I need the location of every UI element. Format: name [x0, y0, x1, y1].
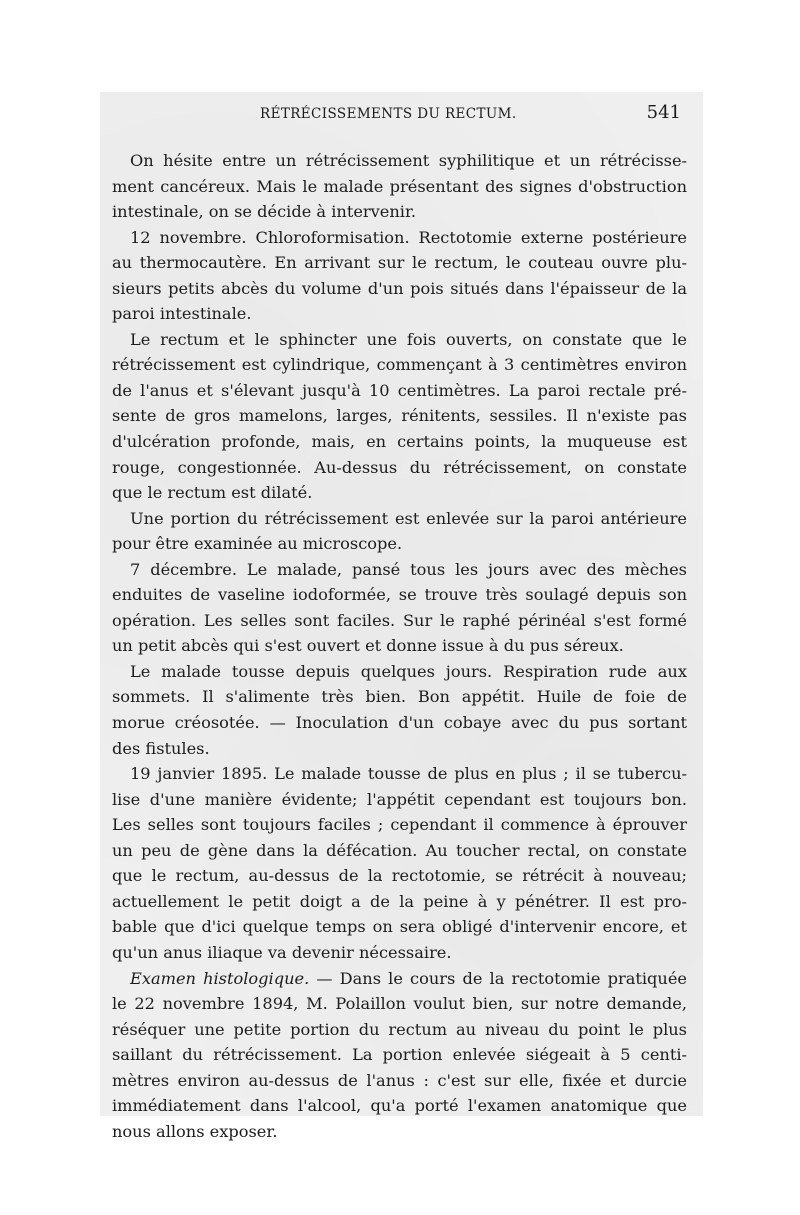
text-line: morue créosotée. — Inoculation d'un cobaye avec du pus sortant	[112, 713, 687, 733]
text-line: sieurs petits abcès du volume d'un pois situés dans l'épaisseur de la	[112, 278, 687, 298]
text-line: saillant du rétrécissement. La portion enlevée siégeait à 5 centi-	[112, 1045, 687, 1065]
text-line: un petit abcès qui s'est ouvert et donne issue à du pus séreux.	[112, 636, 624, 656]
book-page	[100, 92, 703, 1141]
italic-heading: Examen histologique.	[130, 968, 310, 988]
body-text	[112, 148, 687, 1144]
text-line: mètres environ au-dessus de l'anus : c'est sur elle, fixée et durcie	[112, 1070, 687, 1090]
text-line: le 22 novembre 1894, M. Polaillon voulut bien, sur notre demande,	[112, 994, 687, 1014]
text-line: réséquer une petite portion du rectum au niveau du point le plus	[112, 1019, 687, 1039]
text-line: opération. Les selles sont faciles. Sur le raphé périnéal s'est formé	[112, 610, 687, 630]
running-head: RÉTRÉCISSEMENTS DU RECTUM.	[260, 106, 517, 122]
text-line: 19 janvier 1895. Le malade tousse de plus en plus ; il se tubercu-	[130, 764, 687, 784]
text-line: bable que d'ici quelque temps on sera obligé d'intervenir encore, et	[112, 917, 687, 937]
text-line: actuellement le petit doigt a de la peine à y pénétrer. Il est pro-	[112, 891, 687, 911]
text-line-with-italic-lead: Examen histologique. — Dans le cours de la rectotomie pratiquée	[130, 968, 687, 988]
text-line: de l'anus et s'élevant jusqu'à 10 centimètres. La paroi rectale pré-	[112, 380, 687, 400]
text-line: Le malade tousse depuis quelques jours. Respiration rude aux	[130, 661, 687, 681]
text-line: immédiatement dans l'alcool, qu'a porté l'examen anatomique que	[112, 1096, 687, 1116]
text-line: intestinale, on se décide à intervenir.	[112, 202, 417, 222]
text-line: sommets. Il s'alimente très bien. Bon appétit. Huile de foie de	[112, 687, 687, 707]
text-line: On hésite entre un rétrécissement syphilitique et un rétrécisse-	[130, 151, 687, 170]
text-line: d'ulcération profonde, mais, en certains points, la muqueuse est	[112, 432, 687, 452]
text-line: 12 novembre. Chloroformisation. Rectotomie externe postérieure	[130, 227, 687, 247]
text-line: que le rectum est dilaté.	[112, 483, 313, 503]
text-line: que le rectum, au-dessus de la rectotomie, se rétrécit à nouveau;	[112, 866, 687, 886]
text-line: rouge, congestionnée. Au-dessus du rétrécissement, on constate	[112, 457, 687, 477]
text-line: des fistules.	[112, 738, 210, 758]
text-line: au thermocautère. En arrivant sur le rectum, le couteau ouvre plu-	[112, 253, 687, 273]
text-line: qu'un anus iliaque va devenir nécessaire.	[112, 942, 452, 962]
text-line: Une portion du rétrécissement est enlevée sur la paroi antérieure	[130, 508, 687, 528]
text-line-rest: Dans le cours de la rectotomie pratiquée	[339, 968, 687, 988]
text-line: un peu de gène dans la défécation. Au toucher rectal, on constate	[112, 840, 687, 860]
text-line: Les selles sont toujours faciles ; cependant il commence à éprouver	[112, 815, 687, 835]
text-line: lise d'une manière évidente; l'appétit cependant est toujours bon.	[112, 789, 687, 809]
page-number: 541	[646, 102, 681, 123]
text-line: paroi intestinale.	[112, 304, 252, 324]
text-line: enduites de vaseline iodoformée, se trouve très soulagé depuis son	[112, 585, 687, 605]
text-line: pour être examinée au microscope.	[112, 534, 403, 554]
text-line: 7 décembre. Le malade, pansé tous les jours avec des mèches	[130, 559, 687, 579]
text-line: ment cancéreux. Mais le malade présentant des signes d'obstruction	[112, 176, 687, 196]
text-line: nous allons exposer.	[112, 1121, 278, 1141]
text-line: Le rectum et le sphincter une fois ouverts, on constate que le	[130, 329, 687, 349]
text-line: rétrécissement est cylindrique, commençant à 3 centimètres environ	[112, 355, 687, 375]
text-line: sente de gros mamelons, larges, rénitents, sessiles. Il n'existe pas	[112, 406, 687, 426]
